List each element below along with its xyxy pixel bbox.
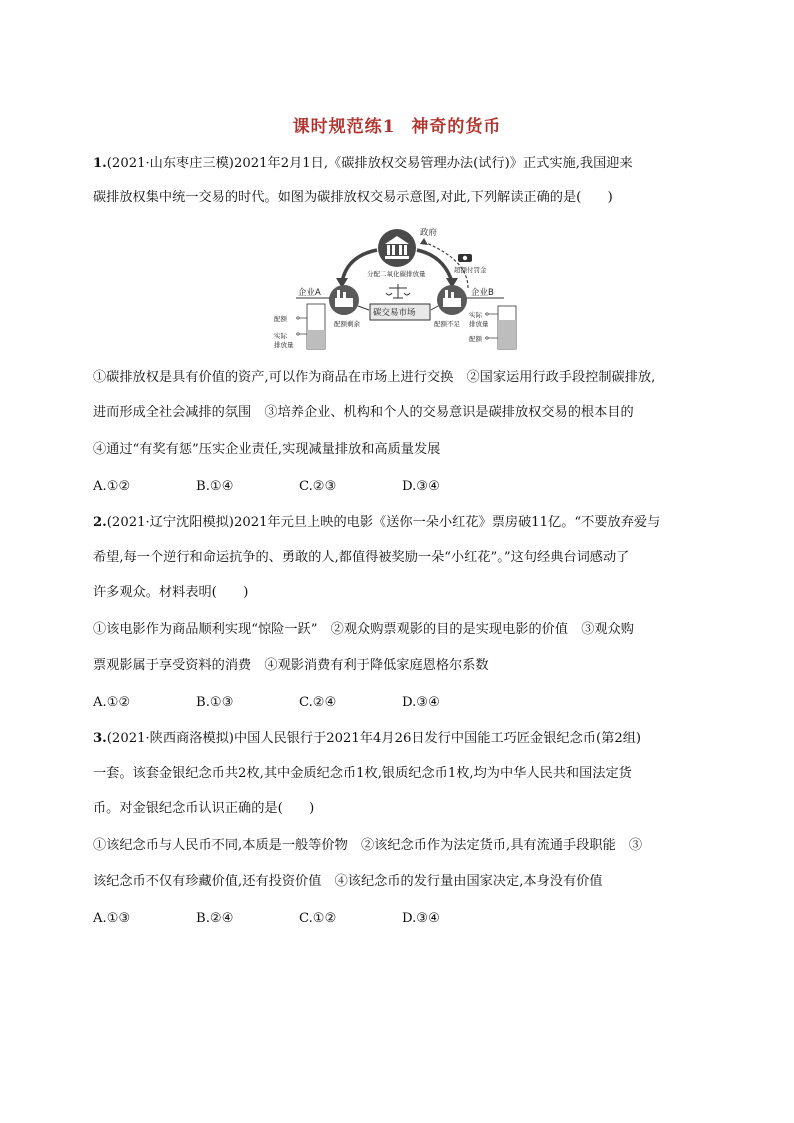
q1-stem-line-1: 1.(2021·山东枣庄三模)2021年2月1日,《碳排放权交易管理办法(试行)》正式实施,我国迎来 xyxy=(93,156,633,171)
q3-statement-line-1: ①该纪念币与人民币不同,本质是一般等价物 ②该纪念币作为法定货币,具有流通手段职能 ③ xyxy=(93,838,643,853)
q2-statement-line-1: ①该电影作为商品顺利实现“惊险一跃” ②观众购票观影的目的是实现电影的价值 ③观众购 xyxy=(93,622,634,637)
b-quota-label: 配额 xyxy=(469,335,482,343)
q1-option-a: A.①② xyxy=(93,479,131,494)
q2-option-d: D.③④ xyxy=(402,695,440,710)
q1-option-b: B.①④ xyxy=(196,479,234,494)
q1-stem-line-2: 碳排放权集中统一交易的时代。如图为碳排放权交易示意图,对此,下列解读正确的是( ) xyxy=(93,190,613,205)
q2-option-a: A.①② xyxy=(93,695,131,710)
enterprise-b-label: 企业B xyxy=(471,288,494,298)
allocate-label: 分配二氧化碳排放量 xyxy=(367,270,426,278)
q3-option-c: C.①② xyxy=(299,911,337,926)
q2-stem-line-3: 许多观众。材料表明( ) xyxy=(93,585,249,600)
q3-options xyxy=(93,910,440,928)
carbon-trading-diagram xyxy=(272,226,520,354)
q2-option-c: C.②④ xyxy=(299,695,337,710)
b-actual-label-2: 排放量 xyxy=(469,320,489,328)
a-quota-label: 配额 xyxy=(274,315,287,323)
penalty-label: 超额付罚金 xyxy=(454,266,487,274)
shortage-label: 配额不足 xyxy=(434,320,460,328)
scale-icon xyxy=(386,284,410,298)
a-actual-label-1: 实际 xyxy=(274,332,287,340)
enterprise-a-label: 企业A xyxy=(298,288,321,298)
q2-number: 2. xyxy=(93,515,107,530)
government-label: 政府 xyxy=(420,228,438,238)
q2-stem-line-2: 希望,每一个逆行和命运抗争的、勇敢的人,都值得被奖励一朵“小红花”。”这句经典台词感动了 xyxy=(93,550,630,565)
q3-option-a: A.①③ xyxy=(93,911,131,926)
enterprise-a-actual-bar xyxy=(307,330,325,349)
q2-options xyxy=(93,694,440,712)
q3-stem-line-2: 一套。该套金银纪念币共2枚,其中金质纪念币1枚,银质纪念币1枚,均为中华人民共和国法定货 xyxy=(93,766,632,781)
b-actual-label-1: 实际 xyxy=(469,311,482,319)
q2-stem-line-1: 2.(2021·辽宁沈阳模拟)2021年元旦上映的电影《送你一朵小红花》票房破11亿。“不要放弃爱与 xyxy=(93,515,661,530)
q1-number: 1. xyxy=(93,156,107,171)
a-actual-label-2: 排放量 xyxy=(274,341,294,349)
market-label: 碳交易市场 xyxy=(373,308,416,318)
q1-statement-line-3: ④通过“有奖有惩”压实企业责任,实现减量排放和高质量发展 xyxy=(93,442,441,457)
q2-statement-line-2: 票观影属于享受资料的消费 ④观影消费有利于降低家庭恩格尔系数 xyxy=(93,658,489,673)
q3-stem-line-1: 3.(2021·陕西商洛模拟)中国人民银行于2021年4月26日发行中国能工巧匠金银纪念币(第2组) xyxy=(93,731,642,746)
surplus-label: 配额剩余 xyxy=(334,320,360,328)
q3-number: 3. xyxy=(93,731,107,746)
q2-option-b: B.①③ xyxy=(196,695,234,710)
q3-statement-line-2: 该纪念币不仅有珍藏价值,还有投资价值 ④该纪念币的发行量由国家决定,本身没有价值 xyxy=(93,874,603,889)
government-circle xyxy=(378,229,416,267)
q1-statement-line-1: ①碳排放权是具有价值的资产,可以作为商品在市场上进行交换 ②国家运用行政手段控制碳排放, xyxy=(93,370,656,385)
q3-option-b: B.②④ xyxy=(196,911,234,926)
enterprise-b-actual-bar xyxy=(498,320,516,349)
page-title: 课时规范练1 神奇的货币 xyxy=(292,117,502,137)
q1-option-d: D.③④ xyxy=(402,479,440,494)
penalty-arrow-head xyxy=(420,238,428,245)
q3-stem-line-3: 币。对金银纪念币认识正确的是( ) xyxy=(93,801,315,816)
q1-statement-line-2: 进而形成全社会减排的氛围 ③培养企业、机构和个人的交易意识是碳排放权交易的根本目的 xyxy=(93,405,634,420)
q1-option-c: C.②③ xyxy=(299,479,337,494)
q1-options xyxy=(93,478,440,496)
q3-option-d: D.③④ xyxy=(402,911,440,926)
